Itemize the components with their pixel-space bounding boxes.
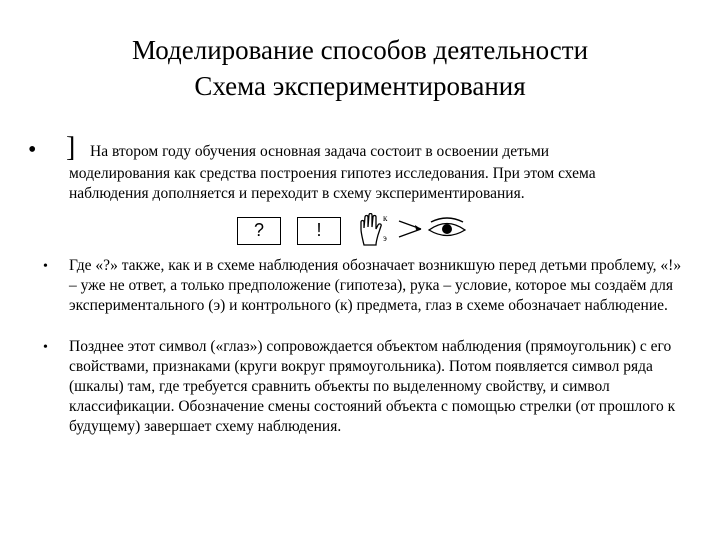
control-label: к <box>383 213 388 223</box>
bullet-marker-3: • <box>43 340 48 355</box>
exclamation-box: ! <box>297 217 341 245</box>
title-line-2: Схема экспериментирования <box>194 71 526 101</box>
eye-icon <box>427 217 467 243</box>
experiment-symbols-diagram <box>237 213 487 253</box>
slide-title <box>0 32 720 104</box>
title-line-1: Моделирование способов деятельности <box>131 35 589 65</box>
hand-icon <box>359 213 383 247</box>
experimental-label: э <box>383 233 387 243</box>
bullet-marker: • <box>28 137 37 163</box>
paragraph-3: Позднее этот символ («глаз») сопровождается объектом наблюдения (прямоугольник) с его свойствами, признаками (круги вокруг прямоугольника). Потом появляется символ ряда (шкалы) там, где требуется сравнить объекты по выделенному свойству, и символ классификации. Обозначение смены состояний объекта с помощью стрелки (от прошлого к будущему) завершает схему наблюдения. <box>69 338 676 435</box>
bullet-marker-2: • <box>43 259 48 274</box>
arrow-icon <box>397 217 427 241</box>
question-box: ? <box>237 217 281 245</box>
paragraph-1-rest: моделирования как средства построения гипотез исследования. При этом схема наблюдения дополняется и переходит в схему экспериментирования. <box>69 165 596 202</box>
bracket-mark: ] <box>66 132 76 163</box>
paragraph-1-first-line: На втором году обучения основная задача состоит в освоении детьми <box>90 143 550 160</box>
paragraph-2: Где «?» также, как и в схеме наблюдения обозначает возникшую перед детьми проблему, «!» – уже не ответ, а только предположение (гипотеза), рука – условие, которое мы создаём для экспериментального (э) и контрольного (к) предмета, глаз в схеме обозначает наблюдение. <box>69 257 682 314</box>
